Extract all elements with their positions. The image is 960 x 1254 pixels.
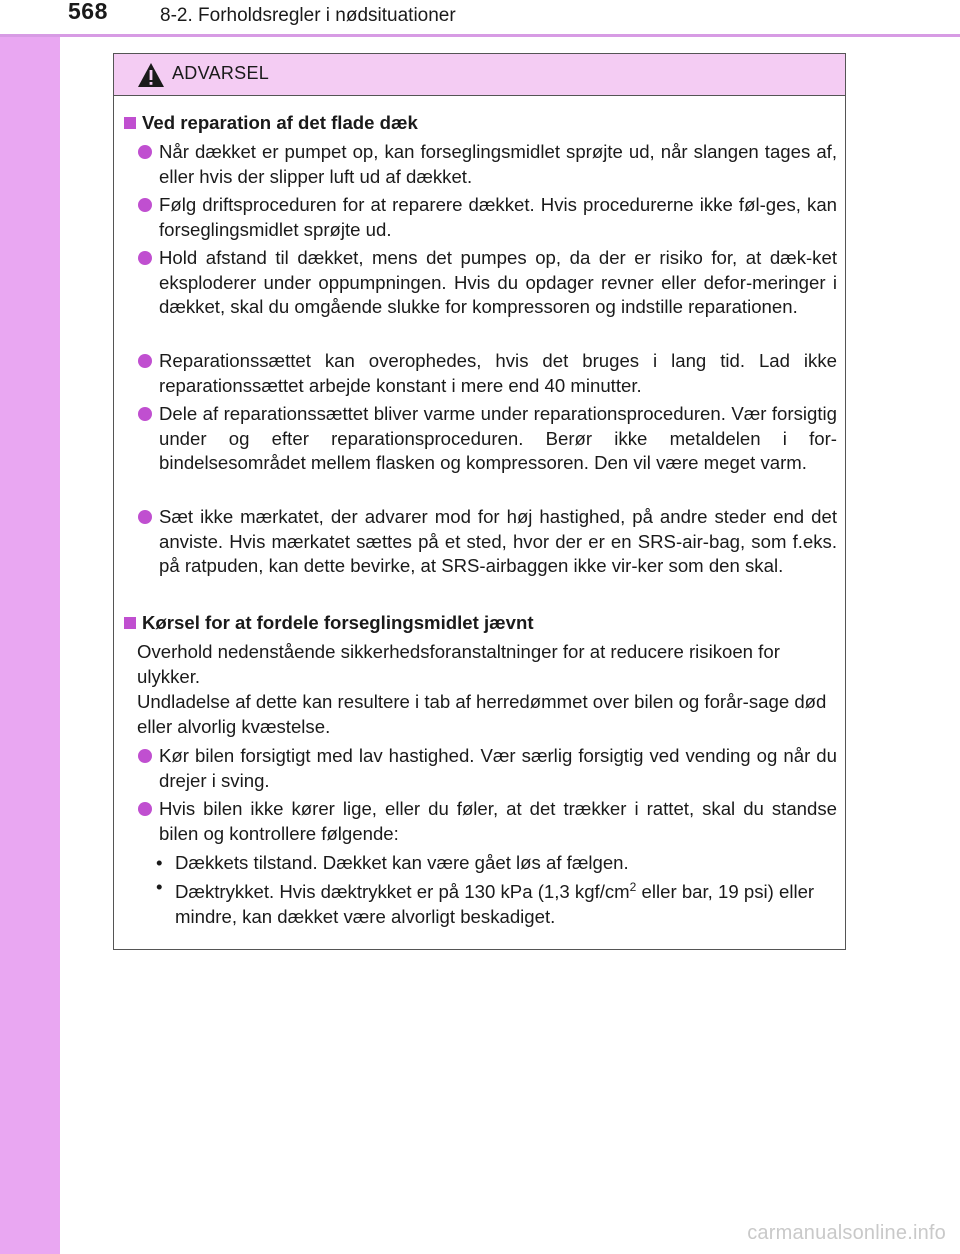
section-heading: [124, 111, 418, 136]
list-item: [138, 246, 837, 320]
bullet-icon: [138, 510, 152, 524]
section-heading-text: Ved reparation af det flade dæk: [142, 112, 418, 133]
page-side-tab: [0, 0, 60, 1254]
paragraph: Undladelse af dette kan resultere i tab af herredømmet over bilen og forår-sage død eller alvorlig kvæstelse.: [137, 691, 827, 737]
sub-list-item-text: [175, 875, 837, 929]
section-heading: [124, 611, 534, 636]
bullet-icon: [138, 198, 152, 212]
bullet-icon: [138, 802, 152, 816]
bullet-icon: [138, 251, 152, 265]
warning-box: [113, 53, 846, 950]
watermark-text: carmanualsonline.info: [747, 1222, 946, 1244]
list-item: [138, 402, 837, 476]
page-header: [0, 0, 960, 36]
square-bullet-icon: [124, 117, 136, 129]
warning-header: [114, 54, 845, 96]
list-item-text: Hvis bilen ikke kører lige, eller du føler, at det trækker i rattet, skal du standse bilen og kontrollere følgende:: [159, 798, 837, 844]
list-item: [138, 193, 837, 242]
bullet-icon: [138, 354, 152, 368]
bullet-icon: [138, 145, 152, 159]
section-heading-text: Kørsel for at fordele forseglingsmidlet jævnt: [142, 612, 534, 633]
list-item: [138, 797, 837, 846]
list-item-text: Når dækket er pumpet op, kan forseglingsmidlet sprøjte ud, når slangen tages af, eller hvis der slipper luft ud af dækket.: [159, 141, 837, 187]
page-number: 568: [68, 0, 108, 24]
paragraph: Overhold nedenstående sikkerhedsforanstaltninger for at reducere risikoen for ulykker.: [137, 641, 780, 687]
list-item-text: Dele af reparationssættet bliver varme under reparationsproceduren. Vær forsigtig under og efter reparationsproceduren. Berør ikke metaldelen i for-bindelsesområdet mellem flasken og kompressoren. Den vil være meget varm.: [159, 403, 837, 473]
header-rule: [0, 34, 960, 37]
superscript: 2: [629, 880, 637, 894]
list-item: [138, 505, 837, 579]
sub-bullet-mark: •: [156, 876, 163, 897]
square-bullet-icon: [124, 617, 136, 629]
sub-bullet-mark: •: [156, 852, 163, 873]
list-item-text: Sæt ikke mærkatet, der advarer mod for høj hastighed, på andre steder end det anviste. Hvis mærkatet sættes på et sted, hvor der er en SRS-air-bag, som f.eks. på ratpuden, kan dette bevirke, at SRS-airbaggen ikke vir-ker som den skal.: [159, 506, 837, 576]
sub-list-item-text-part: Dæktrykket. Hvis dæktrykket er på 130 kPa (1,3 kgf/cm: [175, 881, 630, 903]
list-item-text: Hold afstand til dækket, mens det pumpes op, da der er risiko for, at dæk-ket eksploderer under oppumpningen. Hvis du opdager revner eller defor-meringer i dækket, skal du omgående slukke for kompressoren og indstille reparationen.: [159, 247, 837, 317]
sub-list-item-text: Dækkets tilstand. Dækket kan være gået løs af fælgen.: [175, 852, 629, 873]
list-item: [138, 140, 837, 189]
list-item-text: Kør bilen forsigtigt med lav hastighed. Vær særlig forsigtig ved vending og når du drejer i sving.: [159, 745, 837, 791]
warning-label: ADVARSEL: [172, 63, 270, 83]
sub-list-item: [156, 875, 837, 929]
list-item: [138, 744, 837, 793]
list-item: [138, 349, 837, 398]
bullet-icon: [138, 407, 152, 421]
bullet-icon: [138, 749, 152, 763]
list-item-text: Følg driftsproceduren for at reparere dækket. Hvis procedurerne ikke føl-ges, kan forseglingsmidlet sprøjte ud.: [159, 194, 837, 240]
warning-triangle-icon: [137, 62, 165, 88]
list-item-text: Reparationssættet kan overophedes, hvis det bruges i lang tid. Lad ikke reparationssættet arbejde konstant i mere end 40 minutter.: [159, 350, 837, 396]
sub-list-item-text-part: eller bar, 19 psi) eller mindre, kan dækket være alvorligt beskadiget.: [175, 881, 815, 927]
section-title: 8-2. Forholdsregler i nødsituationer: [160, 5, 456, 26]
sub-list-item: [156, 851, 837, 876]
warning-body: [114, 96, 845, 949]
